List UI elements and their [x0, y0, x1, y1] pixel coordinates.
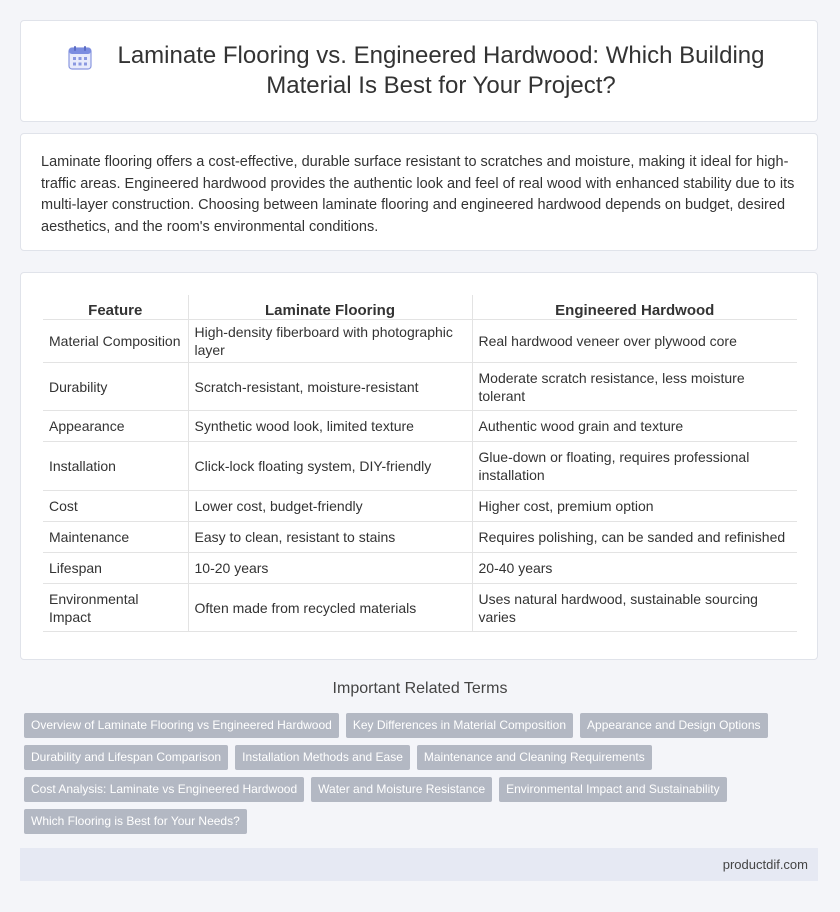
calendar-icon: [67, 45, 93, 71]
tag-row: [24, 777, 814, 802]
comparison-table: [43, 295, 797, 632]
table-row: [43, 553, 797, 584]
related-term-tag[interactable]: Appearance and Design Options: [580, 713, 767, 738]
row-laminate: Scratch-resistant, moisture-resistant: [188, 363, 472, 411]
related-term-tag[interactable]: Environmental Impact and Sustainability: [499, 777, 726, 802]
row-engineered: Uses natural hardwood, sustainable sourcing varies: [472, 584, 797, 632]
comparison-card: [20, 272, 818, 660]
related-term-tag[interactable]: Key Differences in Material Composition: [346, 713, 573, 738]
tag-row: [24, 745, 814, 770]
row-laminate: Synthetic wood look, limited texture: [188, 411, 472, 442]
related-term-tag[interactable]: Overview of Laminate Flooring vs Engineered Hardwood: [24, 713, 339, 738]
row-feature: Durability: [43, 363, 188, 411]
table-row: [43, 442, 797, 491]
column-header-engineered: Engineered Hardwood: [472, 295, 797, 320]
intro-card: [20, 133, 818, 251]
tag-row: [24, 809, 814, 834]
row-feature: Lifespan: [43, 553, 188, 584]
row-feature: Maintenance: [43, 522, 188, 553]
related-term-tag[interactable]: Cost Analysis: Laminate vs Engineered Hardwood: [24, 777, 304, 802]
row-laminate: High-density fiberboard with photographic layer: [188, 320, 472, 363]
row-feature: Environmental Impact: [43, 584, 188, 632]
row-engineered: Glue-down or floating, requires professional installation: [472, 442, 797, 491]
intro-paragraph: Laminate flooring offers a cost-effective, durable surface resistant to scratches and moisture, making it ideal for high-traffic areas. Engineered hardwood provides the authentic look and feel of real wood with enhanced stability due to its multi-layer construction. Choosing between laminate flooring and engineered hardwood depends on budget, desired aesthetics, and the room's environmental conditions.: [41, 154, 795, 235]
row-engineered: Higher cost, premium option: [472, 491, 797, 522]
table-row: [43, 320, 797, 363]
related-terms-title: Important Related Terms: [332, 680, 508, 697]
row-engineered: Real hardwood veneer over plywood core: [472, 320, 797, 363]
row-feature: Material Composition: [43, 320, 188, 363]
row-laminate: Easy to clean, resistant to stains: [188, 522, 472, 553]
row-feature: Appearance: [43, 411, 188, 442]
row-laminate: Click-lock floating system, DIY-friendly: [188, 442, 472, 491]
row-engineered: 20-40 years: [472, 553, 797, 584]
table-row: [43, 584, 797, 632]
row-engineered: Authentic wood grain and texture: [472, 411, 797, 442]
table-row: [43, 411, 797, 442]
column-header-laminate: Laminate Flooring: [188, 295, 472, 320]
related-term-tag[interactable]: Water and Moisture Resistance: [311, 777, 492, 802]
row-engineered: Moderate scratch resistance, less moisture tolerant: [472, 363, 797, 411]
table-row: [43, 363, 797, 411]
row-feature: Cost: [43, 491, 188, 522]
column-header-feature: Feature: [43, 295, 188, 320]
table-row: [43, 522, 797, 553]
row-laminate: Lower cost, budget-friendly: [188, 491, 472, 522]
related-terms-list: [24, 713, 814, 841]
row-feature: Installation: [43, 442, 188, 491]
table-header-row: [43, 295, 797, 320]
row-engineered: Requires polishing, can be sanded and refinished: [472, 522, 797, 553]
related-term-tag[interactable]: Installation Methods and Ease: [235, 745, 410, 770]
title-card: [20, 20, 818, 122]
related-term-tag[interactable]: Durability and Lifespan Comparison: [24, 745, 228, 770]
related-term-tag[interactable]: Maintenance and Cleaning Requirements: [417, 745, 652, 770]
related-term-tag[interactable]: Which Flooring is Best for Your Needs?: [24, 809, 247, 834]
tag-row: [24, 713, 814, 738]
footer: [20, 848, 818, 881]
table-row: [43, 491, 797, 522]
footer-site-link[interactable]: productdif.com: [722, 857, 808, 872]
page-title: Laminate Flooring vs. Engineered Hardwood: Which Building Material Is Best for Your Project?: [117, 42, 765, 99]
row-laminate: Often made from recycled materials: [188, 584, 472, 632]
row-laminate: 10-20 years: [188, 553, 472, 584]
